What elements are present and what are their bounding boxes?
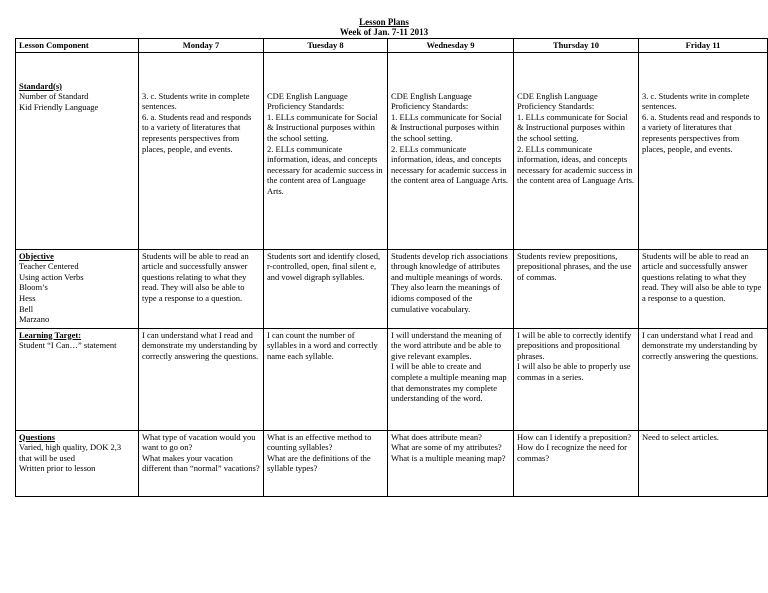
cell-text: 3. c. Students write in complete sentences. — [142, 90, 250, 112]
row-heading-cell — [16, 249, 139, 328]
row-subheading: Kid Friendly Language — [19, 101, 99, 112]
column-header: Lesson Component — [16, 39, 139, 53]
cell-text: CDE English Language Proficiency Standards: — [267, 90, 348, 112]
cell-text: I will be able to create and complete a multiple meaning map that demonstrates my complete understanding of the word. — [391, 361, 507, 404]
cell-text: I will understand the meaning of the word attribute and be able to give relevant examples. — [391, 329, 502, 361]
table-cell — [639, 328, 768, 430]
column-header: Monday 7 — [139, 39, 264, 53]
row-heading-cell — [16, 328, 139, 430]
table-cell — [139, 430, 264, 496]
table-cell — [514, 52, 639, 249]
column-header: Wednesday 9 — [388, 39, 514, 53]
cell-text: How can I identify a preposition? — [517, 431, 632, 442]
table-cell — [139, 249, 264, 328]
document-title: Lesson Plans — [359, 17, 409, 27]
cell-text: CDE English Language Proficiency Standards: — [517, 90, 598, 112]
cell-text: Need to select articles. — [642, 431, 719, 442]
cell-text: Students sort and identify closed, r-controlled, open, final silent e, and vowel digraph syllables. — [267, 250, 381, 282]
cell-text: I can understand what I read and demonstrate my understanding by correctly answering the questions. — [642, 329, 759, 361]
row-heading: Standard(s) — [19, 80, 62, 91]
row-subheading: Teacher Centered — [19, 261, 79, 272]
cell-text: 1. ELLs communicate for Social & Instructional purposes within the school setting. — [391, 111, 502, 143]
table-row — [16, 328, 768, 430]
table-cell — [264, 52, 388, 249]
row-subheading: Varied, high quality, DOK 2,3 that will be used — [19, 442, 122, 463]
table-row — [16, 249, 768, 328]
table-cell — [264, 328, 388, 430]
table-cell — [388, 249, 514, 328]
document-header — [0, 17, 768, 37]
row-subheading: Bloom’s — [19, 282, 48, 293]
table-row — [16, 52, 768, 249]
row-subheading: Written prior to lesson — [19, 463, 96, 474]
table-header-row — [16, 39, 768, 53]
lesson-plan-table — [15, 38, 768, 497]
cell-text: 2. ELLs communicate information, ideas, and concepts necessary for academic success in the content area of Language Arts. — [517, 143, 635, 186]
cell-text: What type of vacation would you want to go on? — [142, 431, 256, 453]
cell-text: Students develop rich associations through knowledge of attributes and multiple meanings of words. They also learn the meanings of idioms composed of the cumulative vocabulary. — [391, 250, 508, 314]
cell-text: Students will be able to read an article and successfully answer questions relating to what they read. They will also be able to type a response to a question. — [642, 250, 762, 303]
column-header: Tuesday 8 — [264, 39, 388, 53]
table-cell — [139, 52, 264, 249]
row-subheading: Using action Verbs — [19, 271, 84, 282]
cell-text: What does attribute mean? — [391, 431, 482, 442]
table-cell — [639, 52, 768, 249]
row-heading: Learning Target: — [19, 329, 82, 340]
row-heading: Questions — [19, 431, 55, 442]
cell-text: I will also be able to properly use commas in a series. — [517, 361, 631, 382]
table-cell — [139, 328, 264, 430]
cell-text: What makes your vacation different than “normal” vacations? — [142, 452, 260, 474]
table-cell — [514, 430, 639, 496]
row-heading-cell — [16, 430, 139, 496]
row-subheading: Marzano — [19, 314, 50, 325]
cell-text: I will be able to correctly identify prepositions and propositional phrases. — [517, 329, 632, 361]
cell-text: What are some of my attributes? — [391, 442, 502, 453]
cell-text: 1. ELLs communicate for Social & Instructional purposes within the school setting. — [267, 111, 378, 143]
table-cell — [388, 430, 514, 496]
table-cell — [264, 430, 388, 496]
cell-text: 6. a. Students read and responds to a variety of literatures that represents perspectives from places, people, and events. — [142, 111, 252, 154]
row-heading-cell — [16, 52, 139, 249]
table-row — [16, 430, 768, 496]
table-cell — [388, 328, 514, 430]
document-subtitle: Week of Jan. 7-11 2013 — [339, 27, 429, 37]
cell-text: Students review prepositions, prepositional phrases, and the use of commas. — [517, 250, 632, 282]
row-subheading: Hess — [19, 292, 36, 303]
cell-text: CDE English Language Proficiency Standards: — [391, 90, 472, 112]
cell-text: What are the definitions of the syllable types? — [267, 452, 371, 474]
cell-text: 6. a. Students read and responds to a variety of literatures that represents perspectives from places, people, and events. — [642, 111, 761, 154]
cell-text: 2. ELLs communicate information, ideas, and concepts necessary for academic success in the content area of Language Arts. — [391, 143, 509, 186]
table-cell — [388, 52, 514, 249]
column-header: Thursday 10 — [514, 39, 639, 53]
table-cell — [514, 249, 639, 328]
cell-text: How do I recognize the need for commas? — [517, 442, 627, 463]
column-header: Friday 11 — [639, 39, 768, 53]
table-cell — [514, 328, 639, 430]
table-cell — [639, 430, 768, 496]
row-subheading: Bell — [19, 303, 34, 314]
cell-text: I can understand what I read and demonstrate my understanding by correctly answering the questions. — [142, 329, 259, 361]
cell-text: Students will be able to read an article and successfully answer questions relating to what they read. They will also be able to type a response to a question. — [142, 250, 249, 303]
cell-text: I can count the number of syllables in a word and correctly name each syllable. — [267, 329, 378, 361]
cell-text: What is an effective method to counting syllables? — [267, 431, 372, 453]
row-subheading: Student “I Can…” statement — [19, 340, 117, 351]
table-cell — [639, 249, 768, 328]
cell-text: 1. ELLs communicate for Social & Instructional purposes within the school setting. — [517, 111, 628, 143]
cell-text: What is a multiple meaning map? — [391, 452, 506, 463]
row-subheading: Number of Standard — [19, 91, 89, 102]
cell-text: 3. c. Students write in complete sentences. — [642, 90, 750, 112]
table-cell — [264, 249, 388, 328]
cell-text: 2. ELLs communicate information, ideas, and concepts necessary for academic success in the content area of Language Arts. — [267, 143, 383, 196]
row-heading: Objective — [19, 250, 54, 261]
